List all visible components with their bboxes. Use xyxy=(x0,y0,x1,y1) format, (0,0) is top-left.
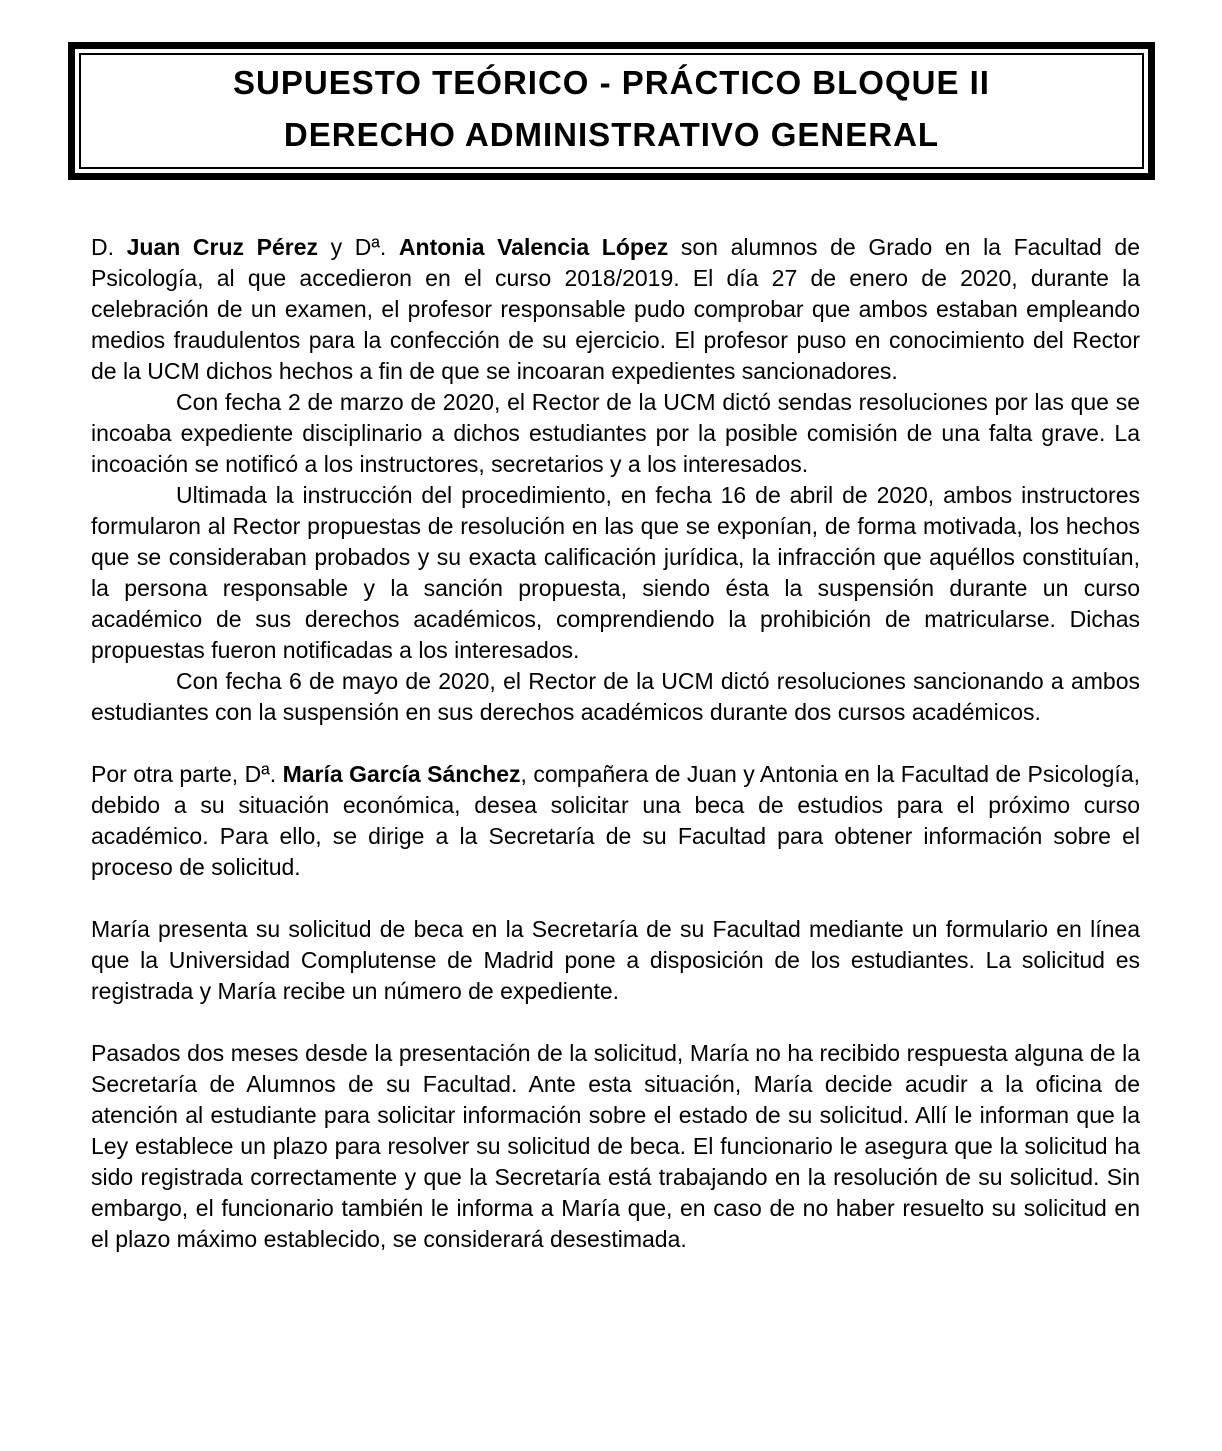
paragraph xyxy=(91,914,1140,1007)
text-run: Ultimada la instrucción del procedimiento, en fecha 16 de abril de 2020, ambos instructores formularon al Rector propuestas de resolución en las que se exponían, de forma motivada, los hechos que se consideraban probados y su exacta calificación jurídica, la infracción que aquéllos constituían, la persona responsable y la sanción propuesta, siendo ésta la suspensión durante un curso académico de sus derechos académicos, comprendiendo la prohibición de matricularse. Dichas propuestas fueron notificadas a los interesados. xyxy=(91,482,1140,663)
text-run: María presenta su solicitud de beca en la Secretaría de su Facultad mediante un formulario en línea que la Universidad Complutense de Madrid pone a disposición de los estudiantes. La solicitud es registrada y María recibe un número de expediente. xyxy=(91,916,1140,1004)
paragraph xyxy=(91,232,1140,387)
bold-text-run: María García Sánchez xyxy=(282,761,521,787)
paragraph xyxy=(91,1038,1140,1255)
text-run: son alumnos de Grado en la Facultad de Psicología, al que accedieron en el curso 2018/2019. El día 27 de enero de 2020, durante la celebración de un examen, el profesor responsable pudo comprobar que ambos estaban empleando medios fraudulentos para la confección de su ejercicio. El profesor puso en conocimiento del Rector de la UCM dichos hechos a fin de que se incoaran expedientes sancionadores. xyxy=(91,234,1140,384)
text-run: Por otra parte, Dª. xyxy=(91,761,283,787)
paragraph xyxy=(91,759,1140,883)
document-body xyxy=(91,232,1140,1255)
text-run: Pasados dos meses desde la presentación de la solicitud, María no ha recibido respuesta alguna de la Secretaría de Alumnos de su Facultad. Ante esta situación, María decide acudir a la oficina de atención al estudiante para solicitar información sobre el estado de su solicitud. Allí le informan que la Ley establece un plazo para resolver su solicitud de beca. El funcionario le asegura que la solicitud ha sido registrada correctamente y que la Secretaría está trabajando en la resolución de su solicitud. Sin embargo, el funcionario también le informa a María que, en caso de no haber resuelto su solicitud en el plazo máximo establecido, se considerará desestimada. xyxy=(91,1040,1140,1252)
paragraph xyxy=(91,666,1140,728)
text-run: , compañera de Juan y Antonia en la Facultad de Psicología, debido a su situación económica, desea solicitar una beca de estudios para el próximo curso académico. Para ello, se dirige a la Secretaría de su Facultad para obtener información sobre el proceso de solicitud. xyxy=(91,761,1140,880)
text-run: y Dª. xyxy=(318,234,399,260)
document-title-line-2: DERECHO ADMINISTRATIVO GENERAL xyxy=(283,116,940,153)
text-run: Con fecha 2 de marzo de 2020, el Rector de la UCM dictó sendas resoluciones por las que se incoaba expediente disciplinario a dichos estudiantes por la posible comisión de una falta grave. La incoación se notificó a los instructores, secretarios y a los interesados. xyxy=(91,389,1140,477)
paragraph xyxy=(91,480,1140,666)
title-box-inner xyxy=(79,53,1144,169)
bold-text-run: Antonia Valencia López xyxy=(398,234,669,260)
title-box xyxy=(68,42,1155,180)
text-run: D. xyxy=(91,234,127,260)
paragraph xyxy=(91,387,1140,480)
bold-text-run: Juan Cruz Pérez xyxy=(126,234,319,260)
text-run: Con fecha 6 de mayo de 2020, el Rector de la UCM dictó resoluciones sancionando a ambos estudiantes con la suspensión en sus derechos académicos durante dos cursos académicos. xyxy=(91,668,1140,725)
document-title-line-1: SUPUESTO TEÓRICO - PRÁCTICO BLOQUE II xyxy=(233,64,990,101)
